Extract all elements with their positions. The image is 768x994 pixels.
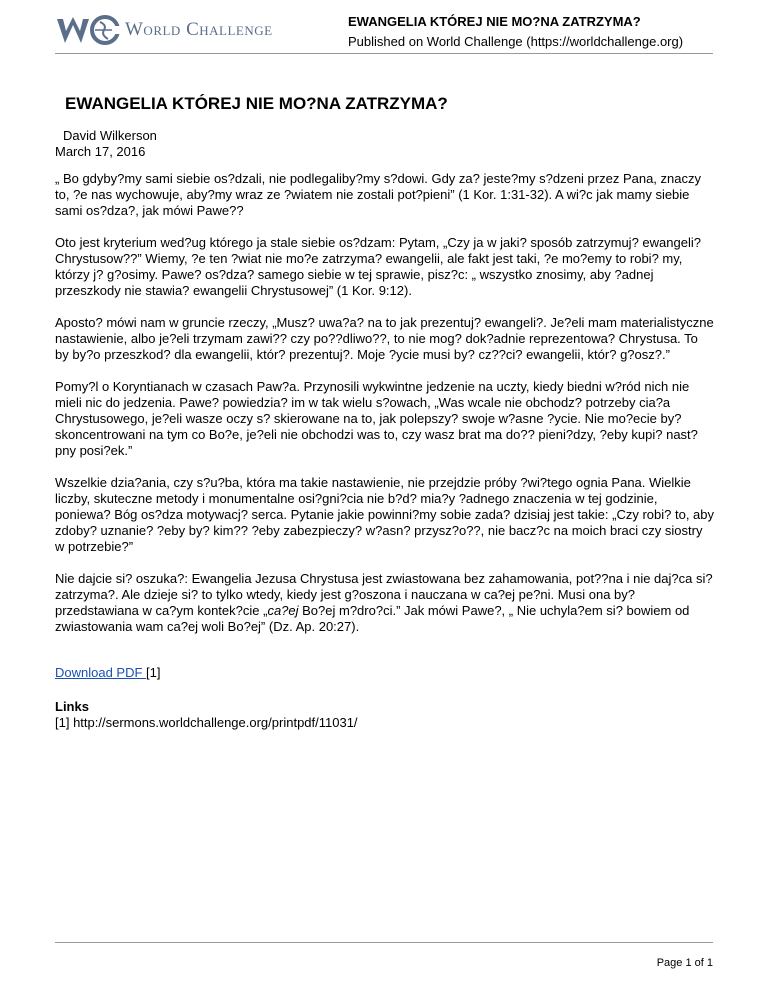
author: David Wilkerson — [63, 128, 157, 143]
download-pdf-link[interactable]: Download PDF — [55, 665, 147, 680]
paragraph-text: Nie dajcie si? oszuka?: Ewangelia Jezusa Chrystusa jest zwiastowana bez zahamowania, pot??na i nie daj?ca si? zatrzyma?. Ale dzieje si? to tylko wtedy, kiedy jest g?oszona i nauczana w ca?ej pe?ni. Musi ona by? przedstawiana w ca?ym kontek?cie „ — [55, 571, 713, 618]
world-challenge-logo-icon — [55, 13, 121, 47]
links-item: [1] http://sermons.worldchallenge.org/printpdf/11031/ — [55, 715, 358, 730]
header-subtitle: Published on World Challenge (https://worldchallenge.org) — [348, 34, 684, 49]
date: March 17, 2016 — [55, 144, 146, 159]
paragraph: Oto jest kryterium wed?ug którego ja stale siebie os?dzam: Pytam, „Czy ja w jaki? sposób zatrzymuj? ewangeli? Chrystusow??” Wiemy, ?e ten ?wiat nie mo?e zatrzyma? ewangelii, ale fakt jest taki, ?e mo?emy to robi? my, którzy j? g?osimy. Pawe? os?dza? samego siebie w tej sprawie, pisz?c: „ wszystko znosimy, aby ?adnej przeszkody nie stawia? ewangelii Chrystusowej” (1 Kor. 9:12). — [55, 235, 701, 298]
paragraph: Pomy?l o Koryntianach w czasach Paw?a. Przynosili wykwintne jedzenie na uczty, kiedy biedni w?ród nich nie mieli nic do jedzenia. Pawe? powiedzia? im w tak wielu s?owach, „Was wcale nie obchodz? potrzeby cia?a Chrystusowego, je?eli wasze oczy s? skierowane na to, jak polepszy? swoje w?asne ?ycie. Nie mo?ecie by? skoncentrowani na tym co Bo?e, je?eli nie obchodzi was to, czy wasz brat ma do?? pieni?dzy, ?eby kupi? nast?pny posi?ek.” — [55, 379, 698, 458]
article-title: EWANGELIA KTÓREJ NIE MO?NA ZATRZYMA? — [65, 94, 448, 113]
links-heading: Links — [55, 699, 89, 714]
page-number: Page 1 of 1 — [656, 957, 713, 969]
paragraph-last — [55, 571, 715, 635]
header-divider — [55, 53, 713, 54]
italic-text: ca?ej — [267, 603, 299, 618]
footer-divider — [55, 942, 713, 943]
paragraph-text: Bo?ej m?dro?ci.” Jak mówi Pawe?, „ Nie uchyla?em si? bowiem od zwiastowania wam ca?ej woli Bo?ej” (Dz. Ap. 20:27). — [55, 603, 690, 634]
download-ref: [1] — [146, 665, 161, 680]
paragraph: Wszelkie dzia?ania, czy s?u?ba, która ma takie nastawienie, nie przejdzie próby ?wi?tego ognia Pana. Wielkie liczby, skuteczne metody i monumentalne osi?gni?cia nie b?d? mia?y ?adnego znaczenia w tej godzinie, poniewa? Bóg os?dza motywacj? serca. Pytanie jakie powinni?my sobie zada? dzisiaj jest takie: „Czy robi? to, aby zdoby? uznanie? ?eby by? kim?? ?eby zabezpieczy? w?asn? przysz?o??, nie bacz?c na moich braci czy siostry w potrzebie?” — [55, 475, 715, 554]
paragraph: „ Bo gdyby?my sami siebie os?dzali, nie podlegaliby?my s?dowi. Gdy za? jeste?my s?dzeni przez Pana, znaczy to, ?e nas wychowuje, aby?my wraz ze ?wiatem nie zostali pot?pieni” (1 Kor. 1:31-32). A wi?c jak mamy siebie sami os?dza?, jak mówi Pawe?? — [55, 171, 701, 218]
page-header — [55, 12, 713, 52]
logo-text: World Challenge — [125, 19, 273, 40]
download-line — [55, 665, 715, 681]
world-challenge-logo — [55, 12, 273, 48]
paragraph: Aposto? mówi nam w gruncie rzeczy, „Musz? uwa?a? na to jak prezentuj? ewangeli?. Je?eli mam materialistyczne nastawienie, albo je?eli trzymam zawi?? czy po??dliwo??, to nie mog? dok?adnie reprezentowa? Chrystusa. To by by?o przeszkod? dla ewangelii, któr? prezentuj?. Moje ?ycie musi by? cz??ci? ewangelii, któr? g?osz?.” — [55, 315, 714, 362]
article-body — [55, 128, 715, 731]
header-title: EWANGELIA KTÓREJ NIE MO?NA ZATRZYMA? — [348, 14, 641, 29]
